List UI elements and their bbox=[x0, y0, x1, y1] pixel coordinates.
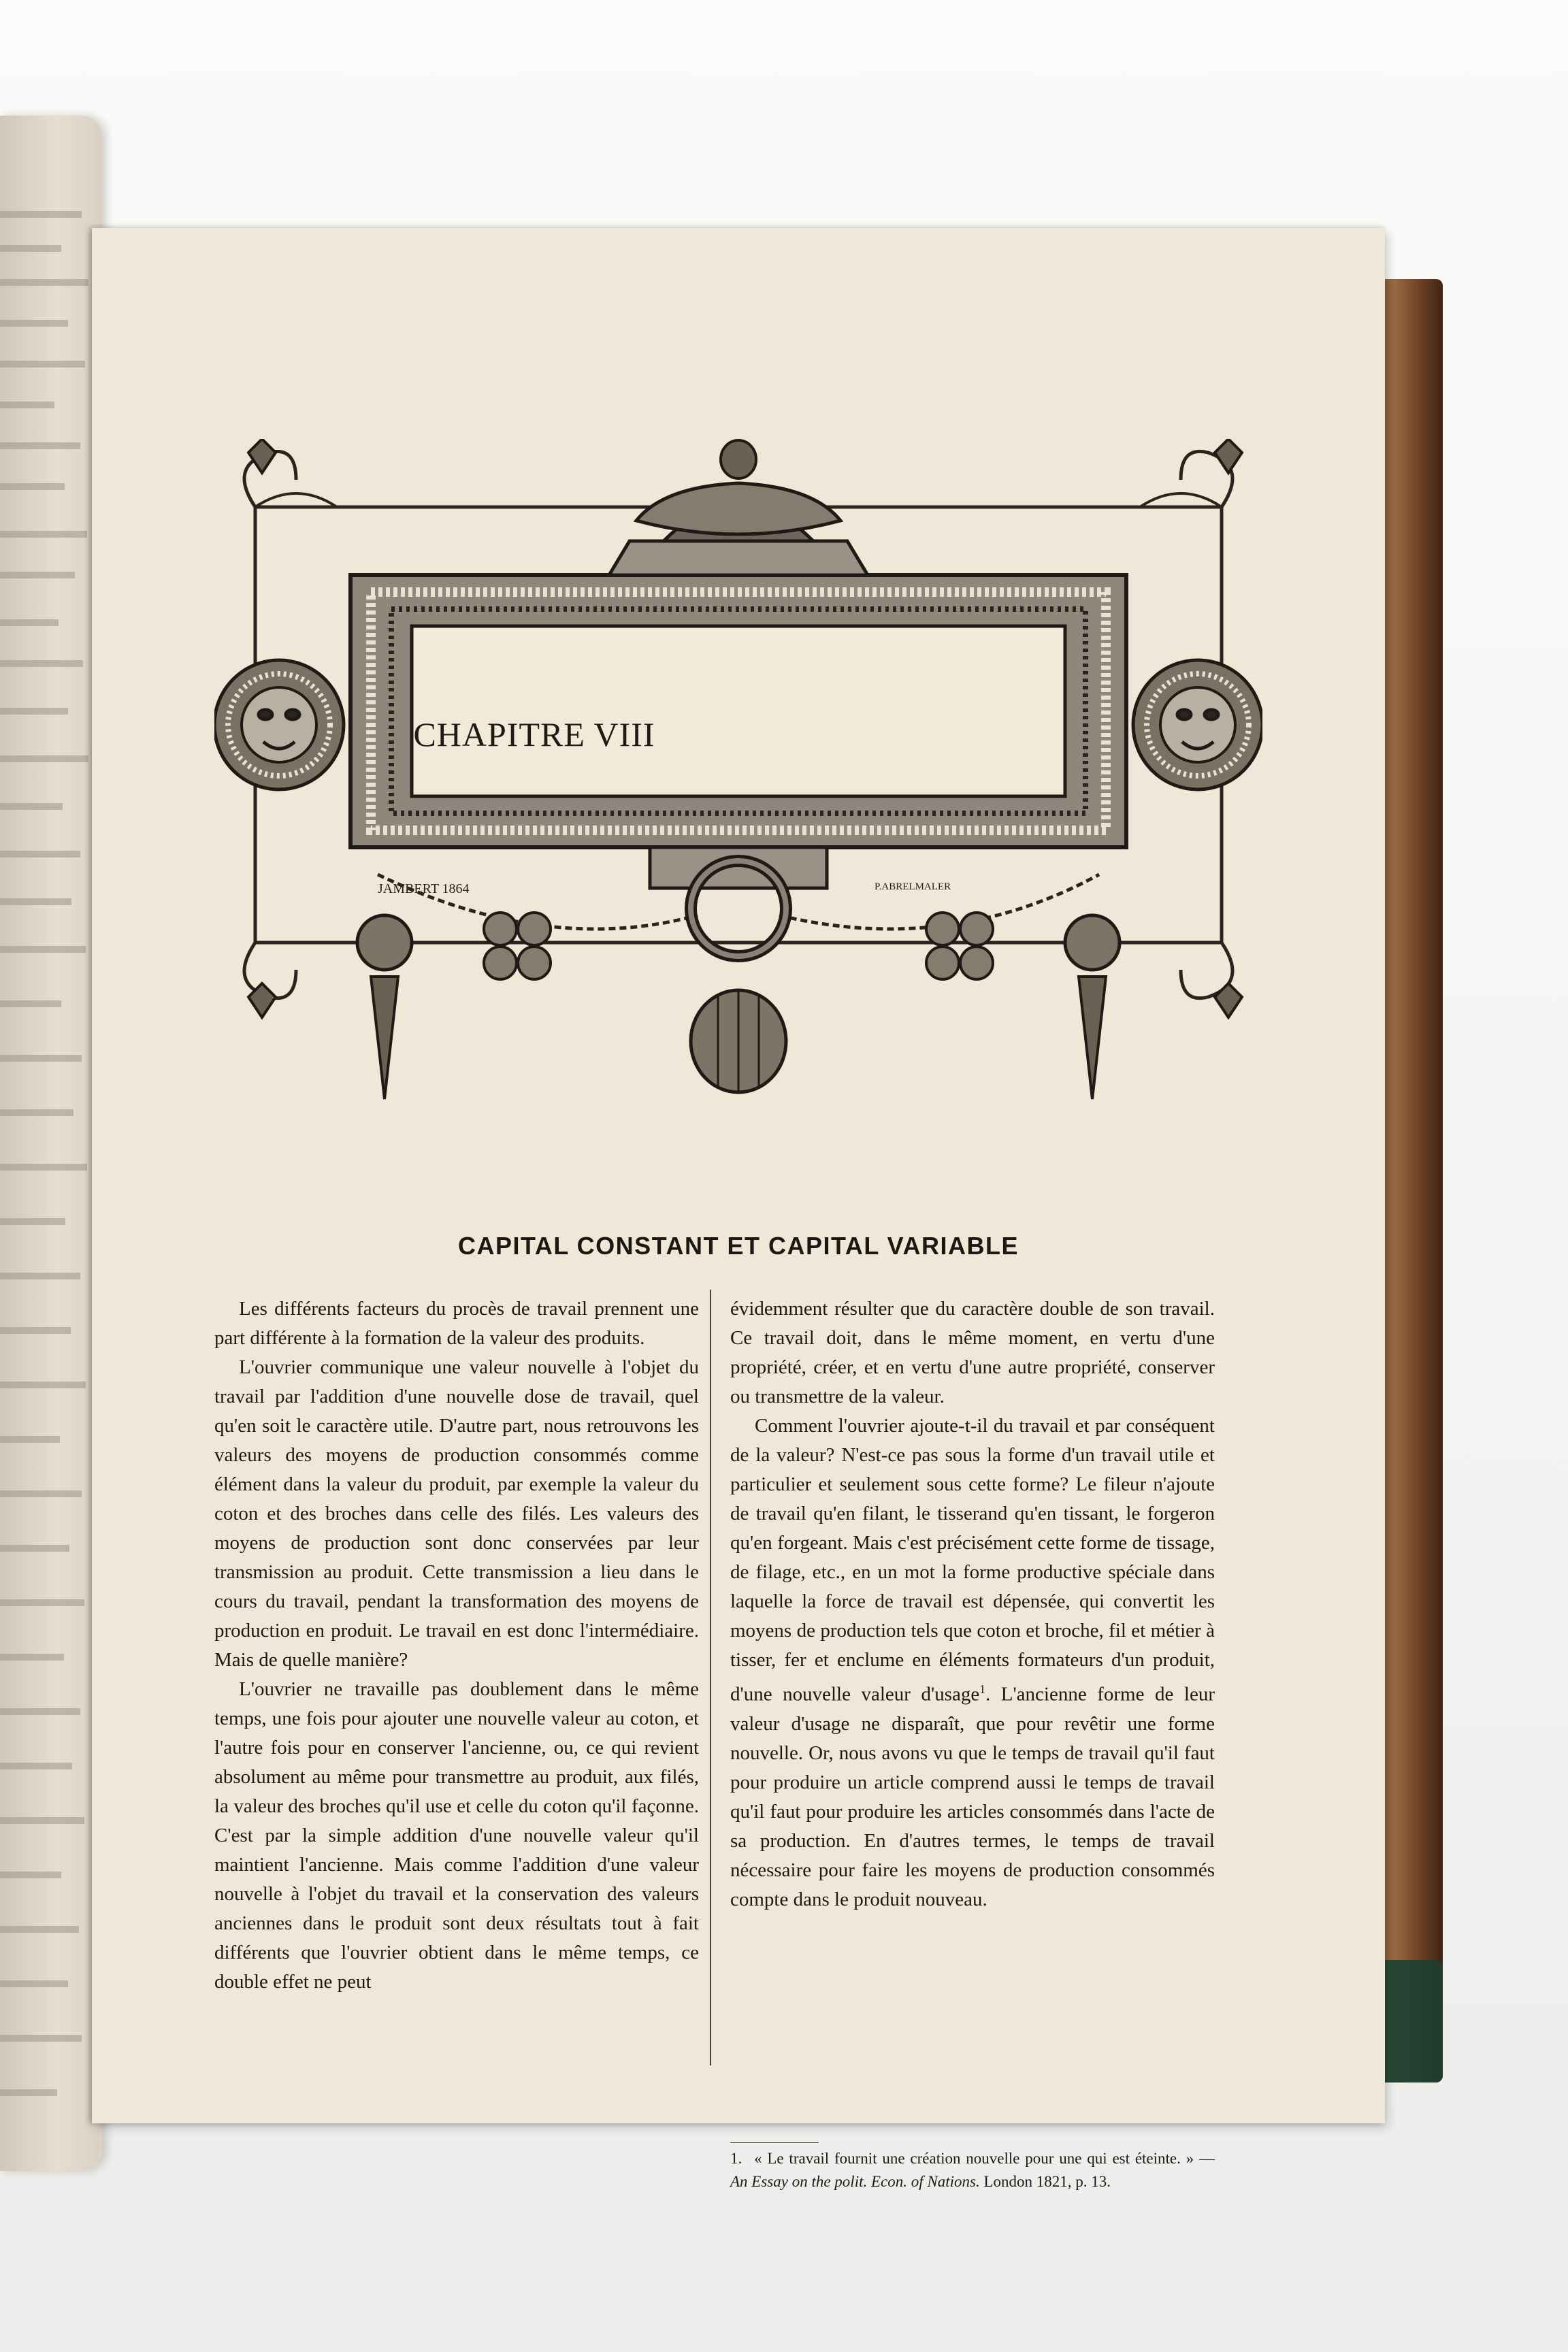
paragraph-with-footnote: Comment l'ouvrier ajoute-t-il du travail et par conséquent de la valeur? N'est-ce pas sous la forme d'un travail utile et particulier et seulement sous cette forme? Le fileur n'ajoute de travail qu'en filant, le tisserand qu'en tissant, le forgeron qu'en forgeant. Mais c'est précisément cette forme de tissage, de filage, etc., en un mot la forme productive spéciale dans laquelle la force de travail est dépensée, qui convertit les moyens de production tels que coton et broche, fil et métier à tisser, fer et enclume en éléments formateurs d'un produit, d'une nouvelle valeur d'usage$^1$. L'ancienne forme de leur valeur d'usage ne disparaît, que pour revêtir une forme nouvelle. Or, nous avons vu que le temps de travail qu'il faut pour produire un article comprend aussi le temps de travail qu'il faut pour produire les articles consommés dans l'acte de sa production. En d'autres termes, le temps de travail nécessaire pour faire les moyens de production consommés compte dans le produit nouveau. bbox=[730, 1415, 1215, 1910]
section-title: CAPITAL CONSTANT ET CAPITAL VARIABLE bbox=[458, 1232, 1019, 1260]
paragraph-text: L'ancienne forme de leur valeur d'usage ne disparaît, que pour revêtir une forme nouvelle. Or, nous avons vu que le temps de travail qu'il faut pour produire un article comprend aussi le temps de travail qu'il faut pour produire les articles consommés dans l'acte de sa production. En d'autres termes, le temps de travail nécessaire pour faire les moyens de production consommés compte dans le produit nouveau. bbox=[730, 1683, 1215, 1910]
chapter-ornament-frame bbox=[214, 439, 1262, 1188]
paragraph-text: Comment l'ouvrier ajoute-t-il du travail et par conséquent de la valeur? N'est-ce pas sous la forme d'un travail utile et particulier et seulement sous cette forme? Le fileur n'ajoute de travail qu'en filant, le tisserand qu'en tissant, le forgeron qu'en forgeant. Mais c'est précisément cette forme de tissage, de filage, etc., en un mot la forme productive spéciale dans laquelle la force de travail est dépensée, qui convertit les moyens de production tels que coton et broche, fil et métier à tisser, fer et enclume en éléments formateurs d'un produit, d'une nouvelle valeur d'usage bbox=[730, 1415, 1215, 1705]
footnote-reference: An Essay on the polit. Econ. of Nations. bbox=[730, 2173, 980, 2190]
left-page-edge bbox=[0, 116, 102, 2171]
text-column-left bbox=[214, 1294, 699, 1997]
footnote: 1. « Le travail fournit une création nouvelle pour une qui est éteinte. » — An Essay on the polit. Econ. of Nations. London 1821, p. 13. bbox=[730, 2150, 1215, 2190]
footnote-rule bbox=[730, 2142, 819, 2143]
footnote-text: « Le travail fournit une création nouvelle pour une qui est éteinte. » bbox=[754, 2150, 1194, 2167]
column-divider bbox=[710, 1290, 711, 2065]
footnote-marker: 1 bbox=[979, 1682, 985, 1696]
footnote-tail: London 1821, p. 13. bbox=[983, 2173, 1111, 2190]
paragraph: L'ouvrier ne travaille pas doublement dans le même temps, une fois pour ajouter une nouvelle valeur au coton, et l'autre fois pour en conserver l'ancienne, ou, ce qui revient absolument au même pour transmettre au produit, aux filés, la valeur des broches qu'il use et celle du coton qu'il façonne. C'est par la simple addition d'une nouvelle valeur qu'il maintient l'ancienne. Mais comme l'addition d'une valeur nouvelle à l'objet du travail et la conservation des valeurs anciennes dans le produit sont deux résultats tout à fait différents que l'ouvrier obtient dans le même temps, ce double effet ne peut bbox=[214, 1678, 699, 1993]
paragraph: Les différents facteurs du procès de travail prennent une part différente à la formation de la valeur des produits. bbox=[214, 1298, 699, 1349]
engraver-signature-left: JAMBERT 1864 bbox=[378, 881, 470, 896]
chapter-heading: CHAPITRE VIII bbox=[413, 715, 655, 753]
book-page bbox=[92, 228, 1385, 2190]
footnote-number: 1. bbox=[730, 2150, 742, 2167]
engraver-signature-right: P.ABRELMALER bbox=[875, 881, 951, 892]
paragraph: L'ouvrier communique une valeur nouvelle à l'objet du travail par l'addition d'une nouvelle dose de travail, quel qu'en soit le caractère utile. D'autre part, nous retrouvons les valeurs des moyens de production consommés comme élément dans la valeur du produit, par exemple la valeur du coton et des broches dans celle des filés. Les valeurs des moyens de production sont donc conservées par leur transmission au produit. Cette transmission a lieu dans le cours du travail, pendant la transformation des moyens de production en produit. Le travail en est donc l'intermédiaire. Mais de quelle manière? bbox=[214, 1356, 699, 1671]
paragraph: évidemment résulter que du caractère double de son travail. Ce travail doit, dans le même moment, en vertu d'une propriété, créer, et en vertu d'une autre propriété, conserver ou transmettre de la valeur. bbox=[730, 1298, 1215, 1407]
text-column-right bbox=[730, 1294, 1215, 1914]
